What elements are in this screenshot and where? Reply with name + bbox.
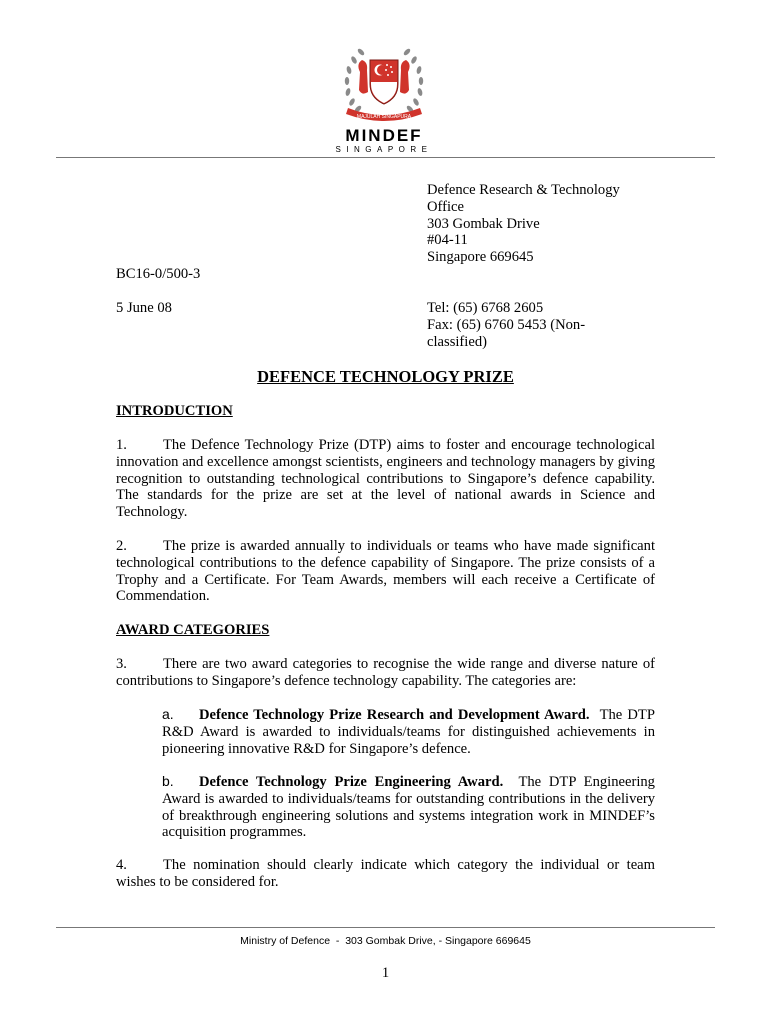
section-heading-award-categories: AWARD CATEGORIES: [116, 622, 270, 638]
paragraph-2: [116, 538, 655, 605]
paragraph-3a: [162, 706, 655, 757]
org-country: SINGAPORE: [335, 145, 433, 154]
paragraph-1: [116, 437, 655, 521]
mindef-crest-logo: [330, 42, 438, 127]
document-title: DEFENCE TECHNOLOGY PRIZE: [257, 367, 514, 386]
section-heading-introduction: INTRODUCTION: [116, 403, 233, 419]
letter-date: 5 June 08: [116, 300, 172, 316]
award-description: The DTP R&D Award is awarded to individuals/teams for distinguished achievements in pioneering innovative R&D for Singapore’s defence.: [162, 707, 655, 757]
crest-motto: MAJULAH SINGAPURA: [356, 114, 412, 120]
paragraph-4: [116, 857, 655, 891]
paragraph-number: 4.: [116, 857, 127, 873]
award-name: Defence Technology Prize Research and Development Award.: [199, 707, 590, 723]
footer-divider: [56, 927, 715, 928]
paragraph-3: [116, 656, 655, 690]
paragraph-text: The nomination should clearly indicate which category the individual or team wishes to be considered for.: [116, 857, 655, 890]
paragraph-number: 2.: [116, 538, 127, 554]
telephone: Tel: (65) 6768 2605: [427, 300, 544, 316]
address-block: [427, 182, 687, 266]
paragraph-text: There are two award categories to recognise the wide range and diverse nature of contributions to Singapore’s defence technology capability. The categories are:: [116, 656, 655, 689]
award-description: The DTP Engineering Award is awarded to individuals/teams for outstanding contributions in the delivery of breakthrough engineering solutions and systems integration work in MINDEF’s acquisition programmes.: [162, 774, 655, 841]
paragraph-3b: [162, 773, 655, 841]
paragraph-number: 1.: [116, 437, 127, 453]
sub-item-label: a.: [162, 706, 174, 722]
footer-address: Ministry of Defence - 303 Gombak Drive, - Singapore 669645: [240, 935, 531, 947]
fax-line: classified): [427, 333, 487, 350]
paragraph-text: The prize is awarded annually to individuals or teams who have made significant technological contributions to the defence capability of Singapore. The prize consists of a Trophy and a Certificate. For Team Awards, members will each receive a Certificate of Commendation.: [116, 538, 655, 605]
header-divider: [56, 157, 715, 158]
address-line: Singapore 669645: [427, 249, 534, 266]
sub-item-label: b.: [162, 773, 174, 789]
address-line: #04-11: [427, 232, 468, 249]
page-number: 1: [381, 965, 390, 981]
contact-block: [427, 300, 687, 350]
paragraph-number: 3.: [116, 656, 127, 672]
address-line: Office: [427, 198, 465, 215]
award-name: Defence Technology Prize Engineering Award.: [199, 774, 504, 790]
reference-number: BC16-0/500-3: [116, 266, 201, 282]
address-line: Defence Research & Technology: [427, 182, 620, 198]
org-name: MINDEF: [345, 126, 423, 145]
crest-icon: [330, 42, 438, 127]
address-line: 303 Gombak Drive: [427, 215, 540, 232]
paragraph-text: The Defence Technology Prize (DTP) aims to foster and encourage technological innovation and excellence amongst scientists, engineers and technology managers by giving recognition to outstanding technological contributions to Singapore’s defence capability. The standards for the prize are set at the level of national awards in Science and Technology.: [116, 437, 655, 521]
fax-line: Fax: (65) 6760 5453 (Non-: [427, 316, 586, 333]
